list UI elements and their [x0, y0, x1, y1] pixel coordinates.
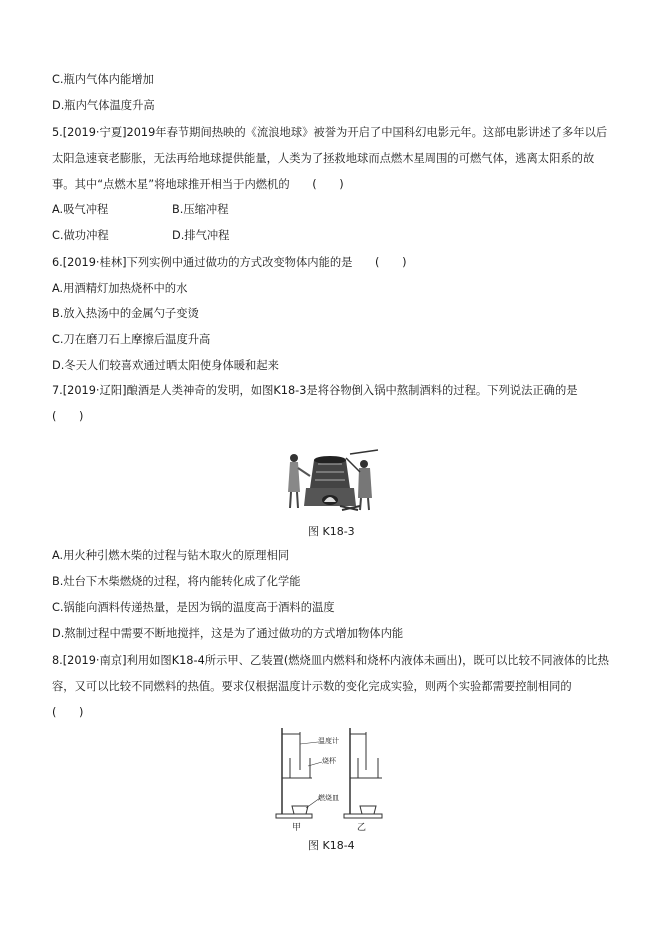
- q5-option-a: A.吸气冲程: [52, 203, 109, 216]
- option-d-previous: D.瓶内气体温度升高: [52, 99, 155, 112]
- dish-label: 燃烧皿: [318, 794, 339, 802]
- question-8-stem: 8.[2019·南京]利用如图K18-4所示甲、乙装置(燃烧皿内燃料和烧杯内液体未画出)，既可以比较不同液体的比热容，又可以比较不同燃料的热值。要求仅根据温度计示数的变化完成实验，则两个实验都需要控制相同的 ( ): [52, 654, 609, 719]
- q6-option-d: D.冬天人们较喜欢通过晒太阳使身体暖和起来: [52, 359, 279, 372]
- q7-option-b: B.灶台下木柴燃烧的过程，将内能转化成了化学能: [52, 575, 301, 588]
- brewing-illustration: [280, 448, 380, 514]
- q5-option-d: D.排气冲程: [172, 229, 230, 242]
- q7-option-a: A.用火种引燃木柴的过程与钻木取火的原理相同: [52, 549, 290, 562]
- question-6-stem: 6.[2019·桂林]下列实例中通过做功的方式改变物体内能的是 ( ): [52, 256, 407, 269]
- q6-option-b: B.放入热汤中的金属勺子变烫: [52, 307, 199, 320]
- beaker-label: 烧杯: [322, 757, 336, 765]
- q6-option-a: A.用酒精灯加热烧杯中的水: [52, 282, 188, 295]
- q7-option-c: C.锅能向酒料传递热量，是因为锅的温度高于酒料的温度: [52, 601, 335, 614]
- question-5-stem: 5.[2019·宁夏]2019年春节期间热映的《流浪地球》被誉为开启了中国科幻电影元年。这部电影讲述了多年以后太阳急速衰老膨胀，无法再给地球提供能量，人类为了拯救地球而点燃木星周围的可燃气体，逃离太阳系的故事。其中“点燃木星”将地球推开相当于内燃机的 ( ): [52, 126, 608, 191]
- q6-option-c: C.刀在磨刀石上摩擦后温度升高: [52, 333, 211, 346]
- thermometer-label: 温度计: [318, 737, 339, 745]
- q5-option-b: B.压缩冲程: [172, 203, 229, 216]
- q7-option-d: D.熬制过程中需要不断地搅拌，这是为了通过做功的方式增加物体内能: [52, 627, 404, 640]
- figure-k18-4-caption: 图 K18-4: [308, 839, 355, 852]
- figure-k18-3-caption: 图 K18-3: [308, 525, 355, 538]
- question-7-stem: 7.[2019·辽阳]酿酒是人类神奇的发明，如图K18-3是将谷物倒入锅中熬制酒料的过程。下列说法正确的是 ( ): [52, 384, 589, 423]
- label-jia: 甲: [292, 823, 302, 833]
- q5-option-c: C.做功冲程: [52, 229, 109, 242]
- option-c-previous: C.瓶内气体内能增加: [52, 73, 154, 86]
- label-yi: 乙: [357, 823, 367, 833]
